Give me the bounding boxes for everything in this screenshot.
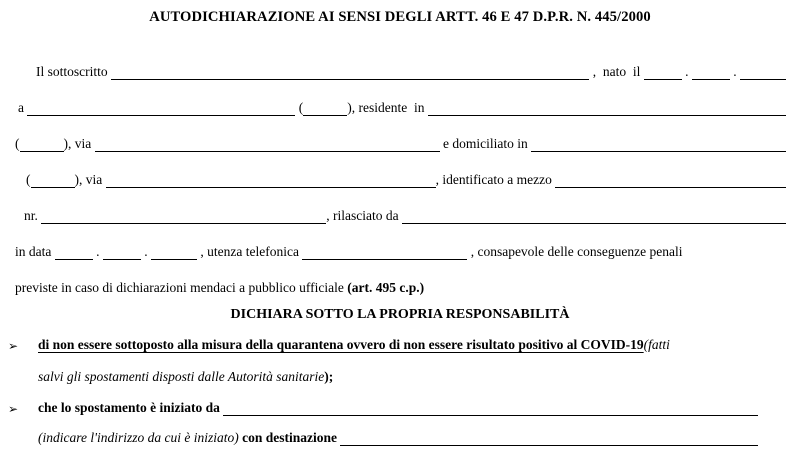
label-nr: nr. [24,208,42,223]
bullet-2-line-2 [0,423,800,450]
label-a: a [18,100,28,115]
form-line-2 [0,87,800,123]
label-con-destinazione: con destinazione [242,430,341,445]
date-dot: . [92,244,103,259]
field-anno-rilascio [151,247,197,260]
label-quarantena: di non essere sottoposto alla misura della quarantena ovvero di non essere risultato positivo al COVID-19 [38,337,644,352]
document-title: AUTODICHIARAZIONE AI SENSI DEGLI ARTT. 46 E 47 D.P.R. N. 445/2000 [149,9,651,25]
field-luogo-partenza [223,403,758,416]
field-giorno-rilascio [55,247,93,260]
field-mese-nascita [692,67,730,80]
label-via: ), via [74,172,106,187]
heading-dichiara: DICHIARA SOTTO LA PROPRIA RESPONSABILITÀ [230,307,570,322]
paren-open: ( [295,100,304,115]
date-dot: . [140,244,151,259]
label-art-495: (art. 495 c.p.) [347,280,425,295]
field-nome-cognome [111,67,589,80]
label-salvi-spostamenti: salvi gli spostamenti disposti dalle Autorità sanitarie [38,369,325,384]
form-body [0,51,800,450]
label-identificato-a-mezzo: , identificato a mezzo [435,172,556,187]
field-telefono [302,247,467,260]
form-line-4 [0,159,800,195]
label-previste: previste in caso di dichiarazioni mendaci a pubblico ufficiale [15,280,348,295]
label-spostamento-iniziato: che lo spostamento è iniziato da [38,400,224,415]
field-destinazione [340,433,758,446]
label-il-sottoscritto: Il sottoscritto [36,64,111,79]
section-heading [0,303,800,330]
field-provincia-nascita [303,103,347,116]
date-dot: . [729,64,740,79]
form-line-7 [0,267,800,303]
field-via-domicilio [106,175,436,188]
label-fatti: (fatti [643,337,670,352]
field-via-residenza [95,139,440,152]
field-comune-domicilio [531,139,786,152]
bullet-2-line-1 [0,392,800,423]
field-ente-rilascio [402,211,786,224]
form-line-6 [0,231,800,267]
arrow-bullet-icon: ➢ [8,402,19,416]
label-consapevole: , consapevole delle conseguenze penali [467,244,683,259]
field-giorno-nascita [644,67,682,80]
field-tipo-documento [555,175,786,188]
bullet-1-line-2 [0,360,800,392]
label-in-data: in data [15,244,55,259]
paren-open: ( [15,136,20,151]
form-line-3 [0,123,800,159]
bullet-1-line-1 [0,330,800,360]
label-nato-il: , nato il [589,64,644,79]
arrow-bullet-icon: ➢ [8,339,19,353]
label-utenza-telefonica: , utenza telefonica [197,244,303,259]
field-provincia-domicilio [31,175,75,188]
label-domiciliato-in: e domiciliato in [439,136,532,151]
label-via: ), via [63,136,95,151]
field-comune-nascita [27,103,295,116]
label-indicare-indirizzo: (indicare l'indirizzo da cui è iniziato) [38,430,243,445]
label-rilasciato-da: , rilasciato da [326,208,402,223]
paren-open: ( [26,172,31,187]
field-mese-rilascio [103,247,141,260]
form-line-5 [0,195,800,231]
date-dot: . [681,64,692,79]
field-numero-documento [41,211,326,224]
field-provincia-residenza [20,139,64,152]
field-comune-residenza [428,103,786,116]
label-close-paren: ); [324,369,334,384]
form-line-1 [0,51,800,87]
label-residente-in: ), residente in [347,100,428,115]
field-anno-nascita [740,67,786,80]
